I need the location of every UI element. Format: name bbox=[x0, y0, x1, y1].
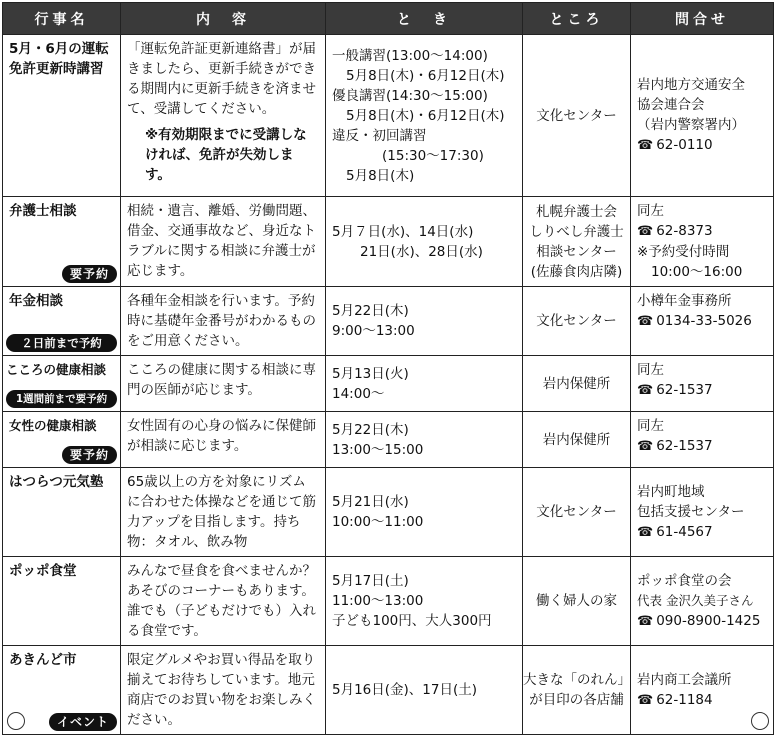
event-where: 文化センター bbox=[523, 287, 631, 356]
event-name: 弁護士相談 要予約 bbox=[3, 197, 121, 287]
event-content: 「運転免許証更新連絡書」が届きましたら、更新手続きができる期間内に更新手続きを済ませて、受講してください。 ※有効期限までに受講しなければ、免許が失効します。 bbox=[121, 35, 326, 197]
event-contact: ポッポ食堂の会 代表 金沢久美子さん ☎ 090-8900-1425 bbox=[631, 557, 774, 646]
table-row bbox=[3, 287, 774, 356]
event-where: 文化センター bbox=[523, 35, 631, 197]
event-content: みんなで昼食を食べませんか？あそびのコーナーもあります。誰でも（子どもだけでも）入れる食堂です。 bbox=[121, 557, 326, 646]
reservation-badge: 1週間前まで要予約 bbox=[6, 390, 117, 408]
event-when: 5月13日(火) 14:00～ bbox=[326, 356, 523, 412]
event-content: こころの健康に関する相談に専門の医師が応じます。 bbox=[121, 356, 326, 412]
event-where: 札幌弁護士会 しりべし弁護士 相談センター (佐藤食肉店隣) bbox=[523, 197, 631, 287]
event-contact: 同左 ☎ 62-8373 ※予約受付時間 10:00～16:00 bbox=[631, 197, 774, 287]
event-contact: 岩内町地域 包括支援センター ☎ 61-4567 bbox=[631, 468, 774, 557]
event-content: 女性固有の心身の悩みに保健師が相談に応じます。 bbox=[121, 412, 326, 468]
header-where: ところ bbox=[523, 3, 631, 35]
header-event: 行事名 bbox=[3, 3, 121, 35]
phone-icon: ☎ bbox=[637, 138, 654, 153]
event-name: ポッポ食堂 bbox=[3, 557, 121, 646]
table-row bbox=[3, 412, 774, 468]
event-where: 大きな「のれん」 が目印の各店舗 bbox=[523, 646, 631, 735]
event-name: あきんど市 イベント bbox=[3, 646, 121, 735]
event-name: 年金相談 ２日前まで予約 bbox=[3, 287, 121, 356]
table-row bbox=[3, 35, 774, 197]
event-name: はつらつ元気塾 bbox=[3, 468, 121, 557]
phone-icon: ☎ bbox=[637, 383, 654, 398]
event-name: こころの健康相談 1週間前まで要予約 bbox=[3, 356, 121, 412]
event-when: 5月22日(木) 9:00～13:00 bbox=[326, 287, 523, 356]
event-where: 働く婦人の家 bbox=[523, 557, 631, 646]
phone-icon: ☎ bbox=[637, 524, 654, 540]
table-row bbox=[3, 468, 774, 557]
phone-icon: ☎ bbox=[637, 314, 654, 329]
events-table bbox=[2, 2, 774, 735]
event-when: 5月22日(木) 13:00～15:00 bbox=[326, 412, 523, 468]
header-content: 内 容 bbox=[121, 3, 326, 35]
header-when: と き bbox=[326, 3, 523, 35]
event-content: 各種年金相談を行います。予約時に基礎年金番号がわかるものをご用意ください。 bbox=[121, 287, 326, 356]
event-contact: 同左 ☎ 62-1537 bbox=[631, 356, 774, 412]
table-row bbox=[3, 197, 774, 287]
header-contact: 問合せ bbox=[631, 3, 774, 35]
event-when: 一般講習(13:00～14:00) 5月8日(木)・6月12日(木) 優良講習(14:30～15:00) 5月8日(木)・6月12日(木) 違反・初回講習 (15:30～17:30) 5月8日(木) bbox=[326, 35, 523, 197]
event-contact: 岩内地方交通安全 協会連合会 （岩内警察署内） ☎ 62-0110 bbox=[631, 35, 774, 197]
event-when: 5月７日(水)、14日(水) 21日(水)、28日(水) bbox=[326, 197, 523, 287]
reservation-badge: 要予約 bbox=[62, 446, 117, 464]
event-content: 限定グルメやお買い得品を取り揃えてお待ちしています。地元商店でのお買い物をお楽しみください。 bbox=[121, 646, 326, 735]
expiry-note: ※有効期限までに受講しなければ、免許が失効します。 bbox=[145, 127, 307, 183]
phone-icon: ☎ bbox=[637, 692, 654, 708]
reservation-badge: 要予約 bbox=[62, 265, 117, 283]
binder-hole-icon bbox=[751, 712, 769, 730]
reservation-badge: ２日前まで予約 bbox=[6, 334, 117, 352]
event-where: 文化センター bbox=[523, 468, 631, 557]
table-row bbox=[3, 356, 774, 412]
event-contact: 岩内商工会議所 ☎ 62-1184 bbox=[631, 646, 774, 735]
phone-icon: ☎ bbox=[637, 439, 654, 454]
event-contact: 小樽年金事務所 ☎ 0134-33-5026 bbox=[631, 287, 774, 356]
event-name: 5月・6月の運転免許更新時講習 bbox=[3, 35, 121, 197]
event-content: 65歳以上の方を対象にリズムに合わせた体操などを通じて筋力アップを目指します。持ち物：タオル、飲み物 bbox=[121, 468, 326, 557]
event-where: 岩内保健所 bbox=[523, 412, 631, 468]
event-when: 5月16日(金)、17日(土) bbox=[326, 646, 523, 735]
table-row bbox=[3, 557, 774, 646]
event-contact: 同左 ☎ 62-1537 bbox=[631, 412, 774, 468]
event-where: 岩内保健所 bbox=[523, 356, 631, 412]
event-name: 女性の健康相談 要予約 bbox=[3, 412, 121, 468]
header-row bbox=[3, 3, 774, 35]
event-badge: イベント bbox=[49, 713, 117, 731]
binder-hole-icon bbox=[7, 712, 25, 730]
event-content: 相続・遺言、離婚、労働問題、借金、交通事故など、身近なトラブルに関する相談に弁護士が応じます。 bbox=[121, 197, 326, 287]
event-when: 5月17日(土) 11:00～13:00 子ども100円、大人300円 bbox=[326, 557, 523, 646]
phone-icon: ☎ bbox=[637, 613, 654, 629]
table-row bbox=[3, 646, 774, 735]
phone-icon: ☎ bbox=[637, 224, 654, 239]
event-when: 5月21日(水) 10:00～11:00 bbox=[326, 468, 523, 557]
